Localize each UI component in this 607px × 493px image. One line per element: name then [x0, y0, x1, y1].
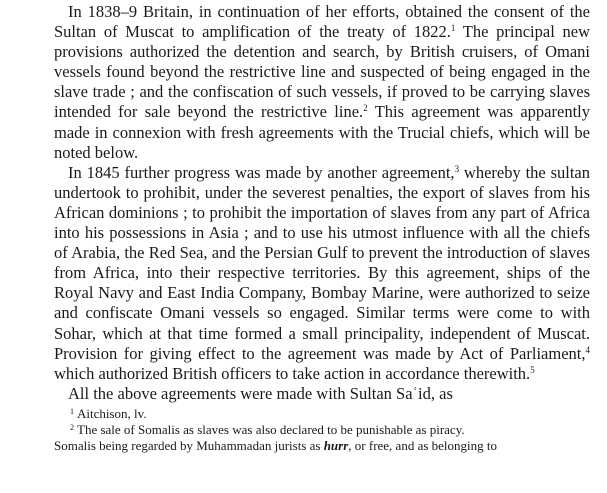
text-segment: All the above agreements were made with Sultan Saʿid, as: [68, 383, 453, 403]
paragraph: [54, 384, 590, 404]
body-text: [54, 2, 590, 404]
text-segment: whereby the sultan undertook to prohibit, under the severest penalties, the export of slaves from his African dominions ; to prohibit the importation of slaves from any part of Africa into his possessions in Asia ; and to use his utmost influence with all the chiefs of Arabia, the Red Sea, and the Persian Gulf to prevent the introduction of slaves from Africa, into their respective territories. By this agreement, ships of the Royal Navy and East India Company, Bombay Marine, were authorized to seize and confiscate Omani vessels so engaged. Similar terms were come to with Sohar, which at that time formed a small principality, independent of Muscat. Provision for giving effect to the agreement was made by Act of Parliament,: [54, 162, 590, 363]
text-segment: In 1838–9 Britain, in continuation of her efforts, obtained the consent of the Sultan of Muscat to amplification of the treaty of 1822.: [54, 2, 590, 42]
footnote-italic-term: hurr: [323, 437, 349, 453]
footnote-2-continuation: [54, 438, 590, 454]
footnote-text: Aitchison, lv.: [77, 405, 147, 421]
footnote-reference[interactable]: 3: [454, 163, 460, 174]
text-segment: This agreement was apparently made in connexion with fresh agreements with the Trucial chiefs, which will be noted below.: [54, 102, 590, 162]
footnote-marker: 1: [70, 406, 74, 416]
footnotes: [54, 406, 590, 454]
footnote-text: The sale of Somalis as slaves was also declared to be punishable as piracy.: [77, 421, 465, 437]
paragraph: [54, 2, 590, 163]
footnote-text-after: , or free, and as belonging to: [348, 437, 498, 453]
footnote-reference[interactable]: 4: [585, 344, 590, 355]
text-segment: The principal new provisions authorized the detention and search, by British cruisers, of Omani vessels found beyond the restrictive line and suspected of being engaged in the slave trade ; and the confiscation of such vessels, if proved to be carrying slaves intended for sale beyond the restrictive line.: [54, 22, 590, 122]
footnote-reference[interactable]: 2: [363, 103, 368, 114]
footnote-reference[interactable]: 5: [530, 364, 535, 375]
footnote-marker: 2: [70, 422, 74, 432]
text-segment: which authorized British officers to take action in accordance therewith.: [54, 363, 531, 383]
footnote-reference[interactable]: 1: [450, 23, 456, 34]
footnote-2: [54, 422, 590, 438]
footnote-text-before: Somalis being regarded by Muhammadan jurists as: [54, 437, 324, 453]
text-segment: In 1845 further progress was made by another agreement,: [68, 162, 455, 182]
footnote-1: [54, 406, 590, 422]
paragraph: [54, 163, 590, 384]
